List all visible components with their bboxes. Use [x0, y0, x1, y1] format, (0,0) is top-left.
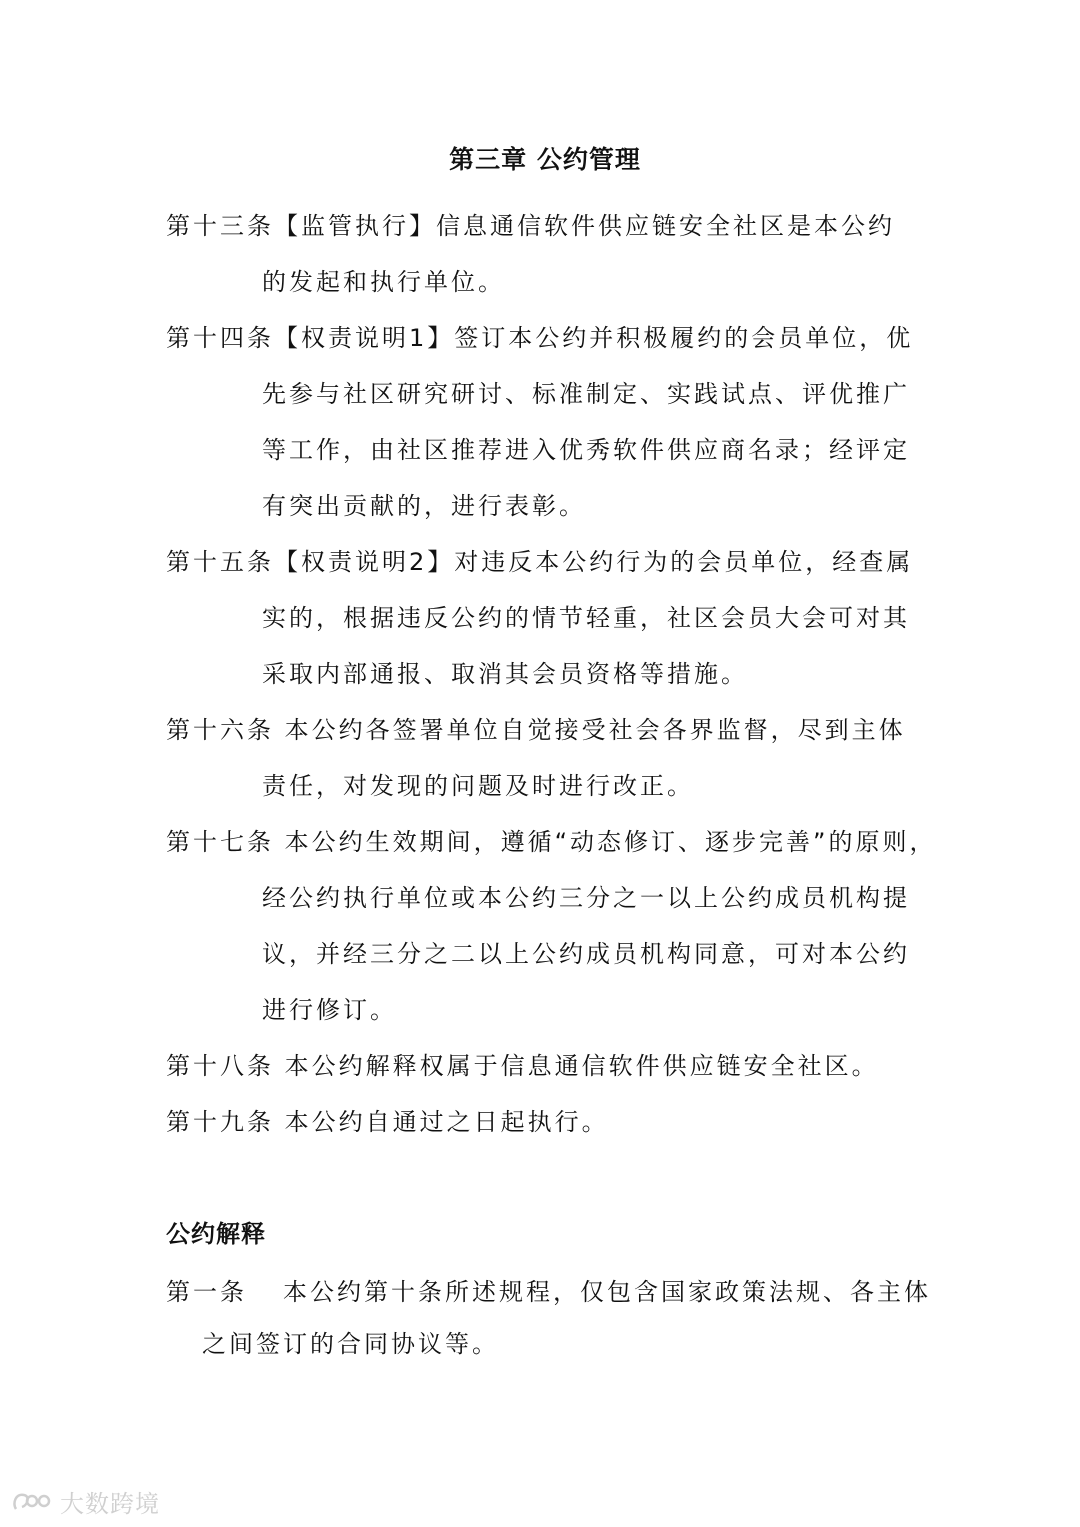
interpretation-line: 之间签订的合同协议等。	[202, 1330, 499, 1358]
article-15	[166, 534, 922, 702]
watermark	[10, 1484, 160, 1519]
article-line: 采取内部通报、取消其会员资格等措施。	[262, 660, 748, 688]
article-14	[166, 310, 922, 534]
interpretation-text: 本公约第十条所述规程，仅包含国家政策法规、各主体	[283, 1278, 931, 1306]
article-line: 进行修订。	[262, 996, 397, 1024]
interpretation-prefix: 第一条	[166, 1278, 247, 1306]
article-line: 第十三条【监管执行】信息通信软件供应链安全社区是本公约	[166, 212, 895, 240]
article-line: 责任，对发现的问题及时进行改正。	[262, 772, 694, 800]
articles-list	[166, 198, 937, 1150]
article-line: 第十八条 本公约解释权属于信息通信软件供应链安全社区。	[166, 1052, 879, 1080]
chapter-title: 第三章 公约管理	[449, 145, 641, 174]
article-line: 先参与社区研究研讨、标准制定、实践试点、评优推广	[262, 380, 910, 408]
article-line: 第十五条【权责说明2】对违反本公约行为的会员单位，经查属	[166, 548, 914, 576]
article-line: 第十九条 本公约自通过之日起执行。	[166, 1108, 609, 1136]
article-17	[166, 814, 937, 1038]
interpretation-heading: 公约解释	[166, 1220, 266, 1248]
interpretation-line	[166, 1266, 931, 1318]
article-13	[166, 198, 922, 310]
interpretation-article-1	[166, 1266, 931, 1370]
article-line: 议，并经三分之二以上公约成员机构同意，可对本公约	[262, 940, 910, 968]
article-line: 第十六条 本公约各签署单位自觉接受社会各界监督，尽到主体	[166, 716, 906, 744]
article-line: 第十七条 本公约生效期间，遵循“动态修订、逐步完善”的原则，	[166, 828, 937, 856]
watermark-logo-icon	[10, 1489, 54, 1515]
article-line: 经公约执行单位或本公约三分之一以上公约成员机构提	[262, 884, 910, 912]
article-line: 实的，根据违反公约的情节轻重，社区会员大会可对其	[262, 604, 910, 632]
article-line: 有突出贡献的，进行表彰。	[262, 492, 586, 520]
article-line: 的发起和执行单位。	[262, 268, 505, 296]
article-18	[166, 1038, 922, 1094]
article-19	[166, 1094, 922, 1150]
article-16	[166, 702, 922, 814]
article-line: 等工作，由社区推荐进入优秀软件供应商名录；经评定	[262, 436, 910, 464]
article-line: 第十四条【权责说明1】签订本公约并积极履约的会员单位，优	[166, 324, 914, 352]
watermark-text: 大数跨境	[60, 1490, 160, 1518]
